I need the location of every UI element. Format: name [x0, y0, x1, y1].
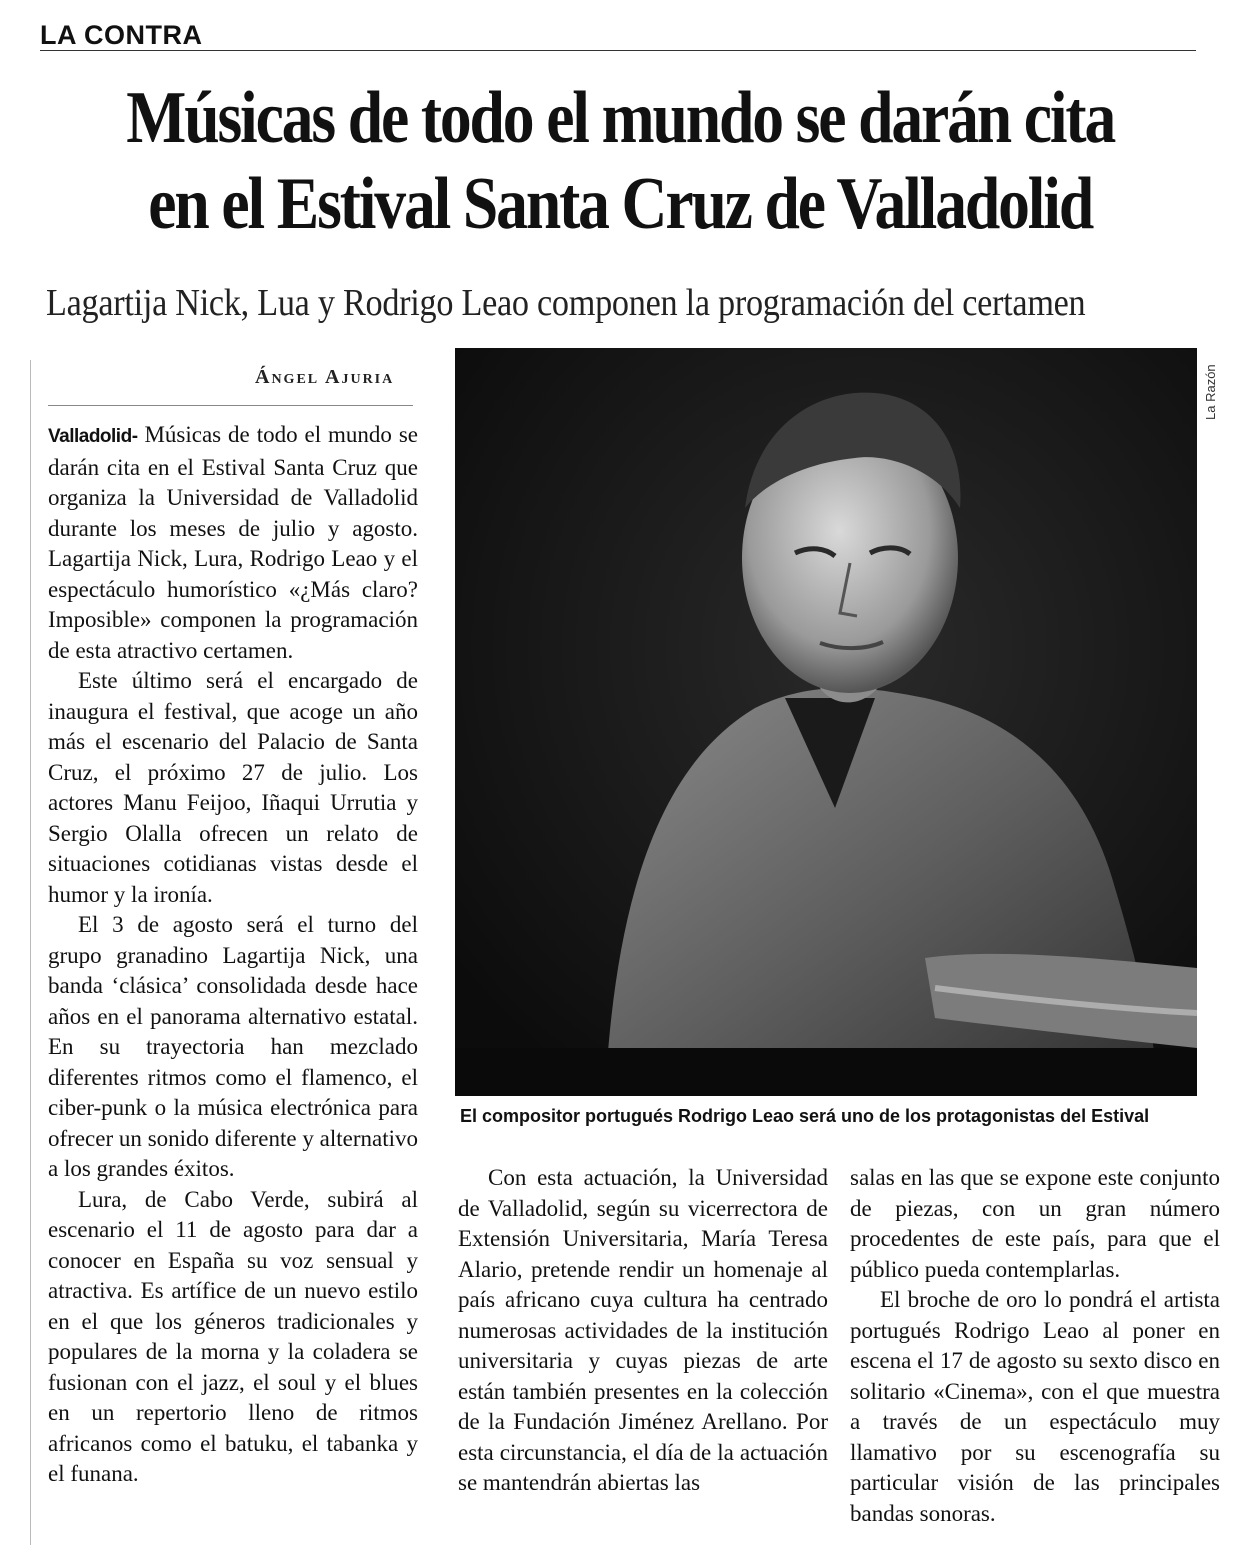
- paragraph-7: El broche de oro lo pondrá el artista portugués Rodrigo Leao al poner en escena el 17 de agosto su sexto disco en solitario «Cinema», con el que muestra a través de un espectáculo muy llamativo por su escenografía su particular visión de las principales bandas sonoras.: [850, 1287, 1220, 1526]
- byline: Ángel Ajuria: [255, 366, 395, 388]
- photo-credit: La Razón: [1203, 364, 1218, 420]
- photo-caption: El compositor portugués Rodrigo Leao será uno de los protagonistas del Estival: [460, 1106, 1150, 1126]
- paragraph-1: [48, 420, 418, 666]
- subheadline: Lagartija Nick, Lua y Rodrigo Leao componen la programación del certamen: [46, 282, 1086, 324]
- article-column-1: [48, 420, 418, 1490]
- paragraph-5: Con esta actuación, la Universidad de Valladolid, según su vicerrectora de Extensión Universitaria, María Teresa Alario, pretende rendir un homenaje al país africano cuya cultura ha centrado numerosas actividades de la institución universitaria y cuyas piezas de arte están también presentes en la colección de la Fundación Jiménez Arellano. Por esta circunstancia, el día de la actuación se mantendrán abiertas las: [458, 1165, 828, 1495]
- paragraph-4: Lura, de Cabo Verde, subirá al escenario el 11 de agosto para dar a conocer en España su voz sensual y atractiva. Es artífice de un nuevo estilo en el que los géneros tradicionales y populares de la morna y la coladera se fusionan con el jazz, el soul y el blues en un repertorio lleno de ritmos africanos como el batuku, el tabanka y el funana.: [48, 1186, 418, 1486]
- article-photo: [455, 348, 1197, 1096]
- paragraph-3: El 3 de agosto será el turno del grupo granadino Lagartija Nick, una banda ‘clásica’ consolidada desde hace años en el panorama alternativo estatal. En su trayectoria han mezclado diferentes ritmos como el flamenco, el ciber-punk o la música electrónica para ofrecer un sonido diferente y alternativo a los grandes éxitos.: [48, 912, 418, 1181]
- section-label: LA CONTRA: [40, 20, 203, 50]
- article-column-3: [850, 1163, 1220, 1529]
- article-column-2: [458, 1163, 828, 1499]
- headline-line-2: en el Estival Santa Cruz de Valladolid: [148, 163, 1093, 245]
- paragraph-6: salas en las que se expone este conjunto de piezas, con un gran número procedentes de este país, para que el público pueda contemplarlas.: [850, 1165, 1220, 1282]
- byline-rule: [48, 405, 413, 406]
- headline-line-1: Músicas de todo el mundo se darán cita: [126, 77, 1115, 159]
- paragraph-2: Este último será el encargado de inaugura el festival, que acoge un año más el escenario del Palacio de Santa Cruz, el próximo 27 de julio. Los actores Manu Feijoo, Iñaqui Urrutia y Sergio Olalla ofrecen un relato de situaciones cotidianas vistas desde el humor y la ironía.: [48, 668, 418, 907]
- dateline: Valladolid-: [48, 426, 138, 447]
- headline: [44, 75, 1196, 247]
- section-rule: [40, 50, 1196, 51]
- portrait-image: [455, 348, 1197, 1096]
- paragraph-1-text: Músicas de todo el mundo se darán cita en el Estival Santa Cruz que organiza la Universidad de Valladolid durante los meses de julio y agosto. Lagartija Nick, Lura, Rodrigo Leao y el espectáculo humorístico «¿Más claro? Imposible» componen la programación de esta atractivo certamen.: [48, 422, 419, 663]
- column-rule: [30, 360, 31, 1545]
